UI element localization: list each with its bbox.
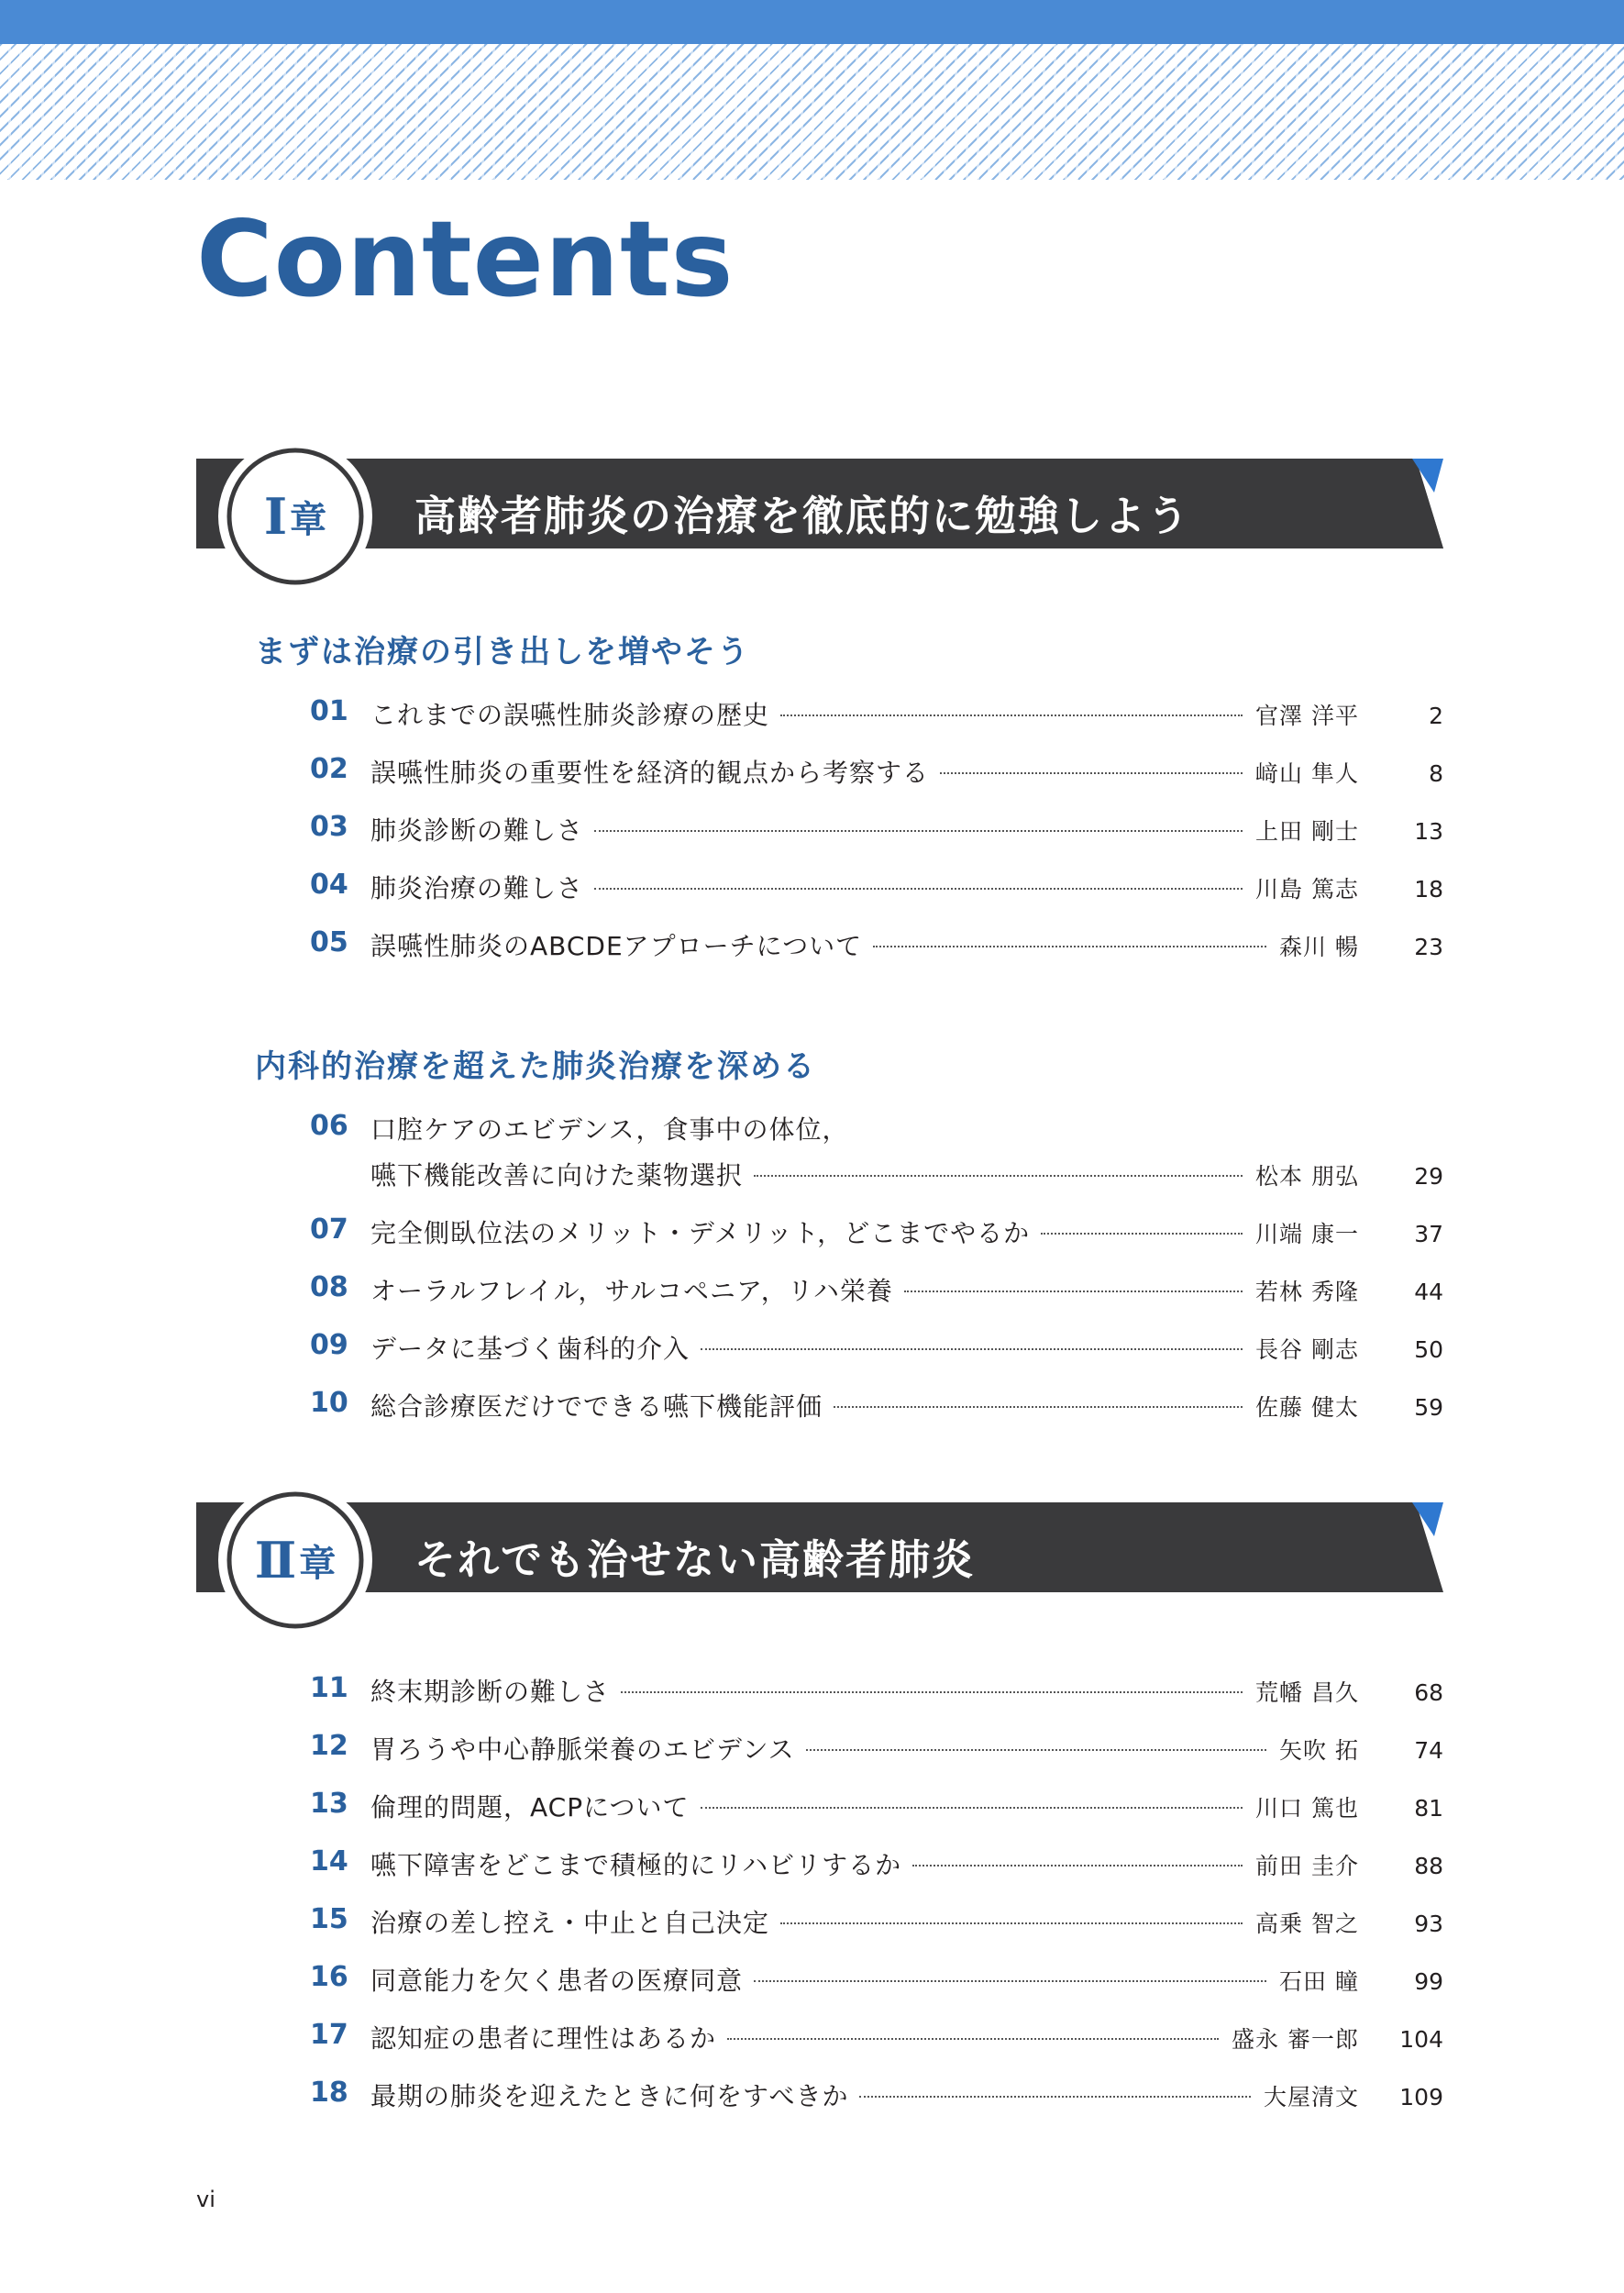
dot-leader [594, 887, 1243, 890]
entry-title: データに基づく歯科的介入 [370, 1334, 690, 1364]
entry-title: 胃ろうや中心静脈栄養のエビデンス [370, 1734, 795, 1765]
entry-title: 治療の差し控え・中止と自己決定 [370, 1908, 770, 1938]
toc-entry-12[interactable] [310, 1730, 1443, 1776]
entry-page: 109 [1399, 2084, 1443, 2110]
top-color-band [0, 0, 1624, 44]
toc-entry-13[interactable] [310, 1788, 1443, 1833]
entry-page: 18 [1414, 876, 1443, 903]
toc-entry-16[interactable] [310, 1961, 1443, 2007]
entry-author: 森川 暢 [1279, 934, 1359, 960]
entry-number: 11 [310, 1672, 348, 1704]
entry-title: 総合診療医だけでできる嚥下機能評価 [370, 1391, 823, 1422]
chapter-2-title: それでも治せない高齢者肺炎 [414, 1535, 976, 1584]
chapter-1-banner [196, 436, 1443, 597]
entry-number: 14 [310, 1845, 348, 1878]
dot-leader [859, 2095, 1251, 2098]
entry-author: 大屋清文 [1263, 2084, 1359, 2110]
entry-page: 81 [1414, 1795, 1443, 1822]
toc-entry-15[interactable] [310, 1903, 1443, 1949]
section-heading-1: まずは治療の引き出しを増やそう [255, 634, 750, 670]
entry-number: 05 [310, 926, 348, 958]
toc-entry-02[interactable] [310, 753, 1443, 799]
folio-page-number: vi [196, 2187, 215, 2212]
chapter-1-numeral: Ⅰ [263, 487, 288, 546]
toc-entry-05[interactable] [310, 926, 1443, 972]
entry-number: 02 [310, 753, 348, 785]
dot-leader [754, 1174, 1243, 1177]
entry-page: 88 [1414, 1853, 1443, 1879]
chapter-1-badge [238, 459, 353, 574]
entry-page: 23 [1414, 934, 1443, 960]
toc-entry-04[interactable] [310, 869, 1443, 914]
entry-author: 荒幡 昌久 [1255, 1679, 1359, 1706]
toc-entry-09[interactable] [310, 1329, 1443, 1375]
entry-title: 最期の肺炎を迎えたときに何をすべきか [370, 2081, 849, 2111]
entry-number: 08 [310, 1271, 348, 1303]
entry-number: 12 [310, 1730, 348, 1762]
entry-number: 01 [310, 695, 348, 727]
dot-leader [940, 771, 1243, 774]
toc-entry-07[interactable] [310, 1213, 1443, 1259]
toc-entry-08[interactable] [310, 1271, 1443, 1317]
entry-author: 前田 圭介 [1255, 1853, 1359, 1879]
entry-title: 誤嚥性肺炎のABCDEアプローチについて [370, 931, 863, 961]
toc-entry-11[interactable] [310, 1672, 1443, 1718]
entry-title: 誤嚥性肺炎の重要性を経済的観点から考察する [370, 758, 930, 788]
entry-author: 松本 朋弘 [1255, 1163, 1359, 1190]
dot-leader [780, 1922, 1243, 1924]
chapter-2-suffix: 章 [299, 1542, 337, 1585]
entry-page: 93 [1414, 1911, 1443, 1937]
entry-title: 倫理的問題，ACPについて [370, 1792, 690, 1822]
entry-number: 03 [310, 811, 348, 843]
entry-number: 15 [310, 1903, 348, 1935]
dot-leader [780, 714, 1243, 716]
dot-leader [806, 1748, 1266, 1751]
toc-entry-06[interactable] [310, 1110, 1443, 1202]
toc-entry-14[interactable] [310, 1845, 1443, 1891]
entry-number: 13 [310, 1788, 348, 1820]
entry-page: 99 [1414, 1968, 1443, 1995]
entry-title: 肺炎診断の難しさ [370, 815, 584, 846]
chapter-2-banner [196, 1479, 1443, 1641]
dot-leader [754, 1979, 1266, 1982]
entry-author: 盛永 審一郎 [1232, 2026, 1359, 2053]
dot-leader [621, 1690, 1243, 1693]
toc-entry-01[interactable] [310, 695, 1443, 741]
entry-page: 68 [1414, 1679, 1443, 1706]
entry-author: 高乗 智之 [1255, 1911, 1359, 1937]
entry-author: 石田 瞳 [1279, 1968, 1359, 1995]
toc-entry-10[interactable] [310, 1387, 1443, 1433]
entry-page: 44 [1414, 1279, 1443, 1305]
chapter-2-numeral: Ⅱ [254, 1531, 297, 1590]
entry-number: 09 [310, 1329, 348, 1361]
entry-page: 8 [1429, 760, 1443, 787]
entry-author: 川口 篤也 [1255, 1795, 1359, 1822]
entry-number: 06 [310, 1110, 348, 1142]
entry-number: 10 [310, 1387, 348, 1419]
entry-title: 同意能力を欠く患者の医療同意 [370, 1966, 744, 1996]
entry-author: 佐藤 健太 [1255, 1394, 1359, 1421]
page-title: Contents [196, 198, 735, 320]
chapter-1-suffix: 章 [290, 498, 327, 541]
dot-leader [594, 829, 1243, 832]
toc-entry-03[interactable] [310, 811, 1443, 857]
entry-title: 認知症の患者に理性はあるか [370, 2023, 717, 2054]
dot-leader [701, 1347, 1243, 1350]
dot-leader [701, 1806, 1243, 1809]
entry-title: 終末期診断の難しさ [370, 1677, 611, 1707]
dot-leader [904, 1290, 1243, 1292]
dot-leader [834, 1405, 1243, 1408]
toc-entry-17[interactable] [310, 2019, 1443, 2065]
dot-leader [873, 945, 1266, 947]
entry-number: 07 [310, 1213, 348, 1246]
entry-author: 長谷 剛志 [1255, 1336, 1359, 1363]
toc-entry-18[interactable] [310, 2077, 1443, 2122]
entry-page: 13 [1414, 818, 1443, 845]
entry-author: 矢吹 拓 [1279, 1737, 1359, 1764]
entry-author: 若林 秀隆 [1255, 1279, 1359, 1305]
entry-title: これまでの誤嚥性肺炎診療の歴史 [370, 700, 770, 730]
section-heading-2: 内科的治療を超えた肺炎治療を深める [255, 1048, 816, 1085]
chapter-1-title: 高齢者肺炎の治療を徹底的に勉強しよう [414, 492, 1191, 540]
entry-author: 﨑山 隼人 [1255, 760, 1359, 787]
entry-title: 肺炎治療の難しさ [370, 873, 584, 903]
dot-leader [912, 1864, 1243, 1867]
entry-page: 37 [1414, 1221, 1443, 1247]
entry-number: 18 [310, 2077, 348, 2109]
entry-page: 50 [1414, 1336, 1443, 1363]
entry-title-line1: 口腔ケアのエビデンス，食事中の体位， [370, 1114, 849, 1145]
entry-number: 16 [310, 1961, 348, 1993]
top-hatch-pattern [0, 44, 1624, 180]
entry-author: 川端 康一 [1255, 1221, 1359, 1247]
entry-number: 04 [310, 869, 348, 901]
entry-title: 完全側臥位法のメリット・デメリット，どこまでやるか [370, 1218, 1031, 1248]
entry-title: 嚥下障害をどこまで積極的にリハビリするか [370, 1850, 902, 1880]
entry-page: 29 [1414, 1163, 1443, 1190]
entry-title: 嚥下機能改善に向けた薬物選択 [370, 1160, 744, 1191]
entry-page: 74 [1414, 1737, 1443, 1764]
dot-leader [727, 2037, 1219, 2040]
entry-author: 上田 剛士 [1255, 818, 1359, 845]
entry-author: 川島 篤志 [1255, 876, 1359, 903]
entry-title: オーラルフレイル，サルコペニア，リハ栄養 [370, 1276, 893, 1306]
entry-number: 17 [310, 2019, 348, 2051]
entry-page: 104 [1399, 2026, 1443, 2053]
entry-author: 官澤 洋平 [1255, 703, 1359, 729]
chapter-2-badge [238, 1502, 353, 1618]
entry-page: 2 [1429, 703, 1443, 729]
entry-page: 59 [1414, 1394, 1443, 1421]
dot-leader [1041, 1232, 1243, 1235]
